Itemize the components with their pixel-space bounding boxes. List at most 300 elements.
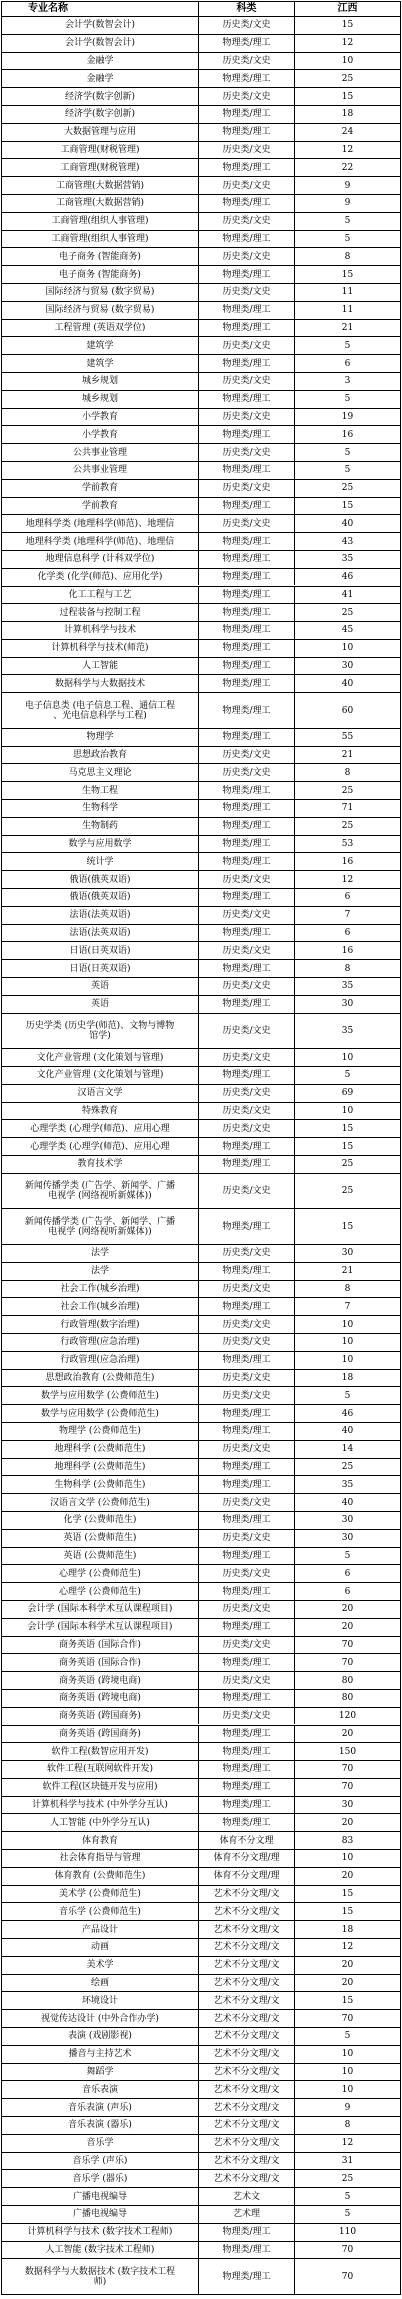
major-cell: 马克思主义理论 [68, 767, 132, 778]
major-cell: 动画 [90, 1942, 109, 1953]
count-cell: 10 [294, 1334, 400, 1351]
table-row [2, 1013, 400, 1049]
major-cell: 行政管理(应急治理) [60, 1337, 140, 1348]
header-major: 专业名称 [28, 3, 68, 14]
table-row [2, 1636, 400, 1654]
major-cell: 过程装备与控制工程 [59, 607, 141, 618]
table-row [2, 1511, 400, 1529]
major-cell: 公共事业管理 [72, 447, 127, 458]
count-cell: 21 [294, 1263, 400, 1280]
major-cell: 会计学 (国际本科学术互认课程项目) [27, 1622, 173, 1633]
count-cell: 20 [294, 1868, 400, 1885]
table-row [2, 425, 400, 443]
major-cell: 数学与应用数学 [68, 839, 132, 850]
major-cell: 英语 [90, 999, 109, 1010]
major-cell: 电子商务 (智能商务) [59, 269, 141, 280]
count-cell: 41 [294, 587, 400, 604]
count-cell: 53 [294, 836, 400, 853]
table-row [2, 2205, 400, 2223]
major-cell: 大数据管理与应用 [63, 127, 136, 138]
count-cell: 5 [294, 1548, 400, 1565]
major-cell: 思想政治教育 [72, 750, 127, 761]
major-cell: 生物科学 (公费师范生) [54, 1479, 146, 1490]
count-cell: 30 [294, 1512, 400, 1529]
table-row [2, 1760, 400, 1778]
major-cell: 化工工程与工艺 [68, 589, 132, 600]
count-cell: 5 [294, 2028, 400, 2045]
category-cell: 历史类/文史 [198, 1245, 294, 1262]
table-row [2, 977, 400, 995]
major-cell: 工商管理(组织人事管理) [51, 233, 149, 244]
table-row [2, 301, 400, 319]
count-cell: 35 [294, 1476, 400, 1493]
major-cell: 英语 (公费师范生) [63, 1533, 137, 1544]
category-cell: 历史类/文史 [198, 1565, 294, 1582]
major-cell: 绘画 [90, 1978, 109, 1989]
table-row [2, 1315, 400, 1333]
count-cell: 16 [294, 942, 400, 959]
count-cell: 15 [294, 266, 400, 283]
category-cell: 历史类/文史 [198, 978, 294, 995]
table-row [2, 1440, 400, 1458]
table-row [2, 194, 400, 212]
table-row [2, 212, 400, 230]
table-row [2, 2045, 400, 2063]
category-cell: 物理类/理工 [198, 587, 294, 604]
major-cell: 地理科学类 (地理科学(师范)、地理信 [25, 536, 175, 547]
table-row [2, 1796, 400, 1814]
major-cell: 工商管理(组织人事管理) [51, 216, 149, 227]
count-cell: 5 [294, 1387, 400, 1404]
category-cell: 历史类/文史 [198, 871, 294, 888]
major-cell: 文化产业管理 (文化策划与管理) [36, 1052, 164, 1063]
count-cell: 83 [294, 1832, 400, 1849]
category-cell: 体育不分文理/理 [198, 1850, 294, 1867]
count-cell: 30 [294, 1530, 400, 1547]
category-cell: 艺术不分文理/文 [198, 1903, 294, 1920]
table-row [2, 443, 400, 461]
major-cell: 会计学(数智会计) [64, 38, 136, 49]
category-cell: 物理类/理工 [198, 889, 294, 906]
table-row [2, 1422, 400, 1440]
count-cell: 46 [294, 1405, 400, 1422]
count-cell: 5 [294, 337, 400, 354]
count-cell: 9 [294, 2099, 400, 2116]
table-row [2, 1262, 400, 1280]
count-cell: 8 [294, 764, 400, 781]
major-cell: 新闻传播学类 (广告学、新闻学、广播 电视学 (网络视听新媒体)) [24, 1216, 176, 1237]
category-cell: 物理类/理工 [198, 159, 294, 176]
table-row [2, 1671, 400, 1689]
category-cell: 体育不分文理/理 [198, 1868, 294, 1885]
category-cell: 物理类/理工 [198, 782, 294, 799]
table-row [2, 319, 400, 337]
category-cell: 艺术不分文理/文 [198, 2153, 294, 2170]
major-cell: 人工智能 (数字技术工程师) [45, 2245, 155, 2255]
category-cell: 物理类/理工 [198, 1512, 294, 1529]
major-cell: 化学类 (化学(师范)、应用化学) [37, 572, 163, 583]
category-cell: 历史类/文史 [198, 248, 294, 265]
major-cell: 音乐表演 (器乐) [68, 2120, 132, 2131]
category-cell: 物理类/理工 [198, 533, 294, 550]
table-row [2, 1173, 400, 1209]
count-cell: 20 [294, 1975, 400, 1992]
table-row [2, 2063, 400, 2081]
table-row [2, 2116, 400, 2134]
major-cell: 教育技术学 [77, 1159, 123, 1170]
category-cell: 艺术不分文理/文 [198, 2117, 294, 2134]
count-cell: 8 [294, 248, 400, 265]
major-cell: 产品设计 [81, 1924, 118, 1935]
category-cell: 物理类/理工 [198, 1209, 294, 1244]
category-cell: 物理类/理工 [198, 853, 294, 870]
count-cell: 21 [294, 747, 400, 764]
major-cell: 法学 [90, 1248, 109, 1259]
category-cell: 物理类/理工 [198, 1423, 294, 1440]
table-row [2, 1102, 400, 1120]
table-row [2, 2009, 400, 2027]
category-cell: 物理类/理工 [198, 640, 294, 657]
major-cell: 商务英语 (跨境电商) [59, 1693, 141, 1704]
table-row [2, 550, 400, 568]
table-row [2, 2027, 400, 2045]
table-row [2, 799, 400, 817]
category-cell: 艺术不分文理/文 [198, 1886, 294, 1903]
category-cell: 艺术不分文理/文 [198, 1957, 294, 1974]
major-cell: 软件工程(区块链开发与应用) [42, 1782, 158, 1793]
major-cell: 文化产业管理 (文化策划与管理) [36, 1070, 164, 1081]
table-row [2, 461, 400, 479]
count-cell: 6 [294, 1583, 400, 1600]
count-cell: 5 [294, 444, 400, 461]
category-cell: 物理类/理工 [198, 1726, 294, 1743]
count-cell: 60 [294, 693, 400, 728]
table-row [2, 87, 400, 105]
major-cell: 音乐学 (声乐) [72, 2156, 128, 2167]
table-row [2, 1119, 400, 1137]
major-cell: 城乡规划 [81, 394, 118, 405]
table-row [2, 2187, 400, 2205]
count-cell: 7 [294, 1298, 400, 1315]
count-cell: 20 [294, 1957, 400, 1974]
count-cell: 35 [294, 1014, 400, 1049]
table-row [2, 1742, 400, 1760]
category-cell: 历史类/文史 [198, 213, 294, 230]
category-cell: 物理类/理工 [198, 2224, 294, 2241]
count-cell: 30 [294, 658, 400, 675]
count-cell: 69 [294, 1085, 400, 1102]
count-cell: 15 [294, 1992, 400, 2009]
count-cell: 5 [294, 231, 400, 248]
category-cell: 物理类/理工 [198, 2242, 294, 2259]
category-cell: 艺术理 [198, 2206, 294, 2223]
category-cell: 历史类/文史 [198, 1103, 294, 1120]
table-row [2, 1529, 400, 1547]
major-cell: 特殊教育 [81, 1106, 118, 1116]
major-cell: 物理学 [86, 732, 114, 743]
count-cell: 6 [294, 925, 400, 942]
major-cell: 数学与应用数学 (公费师范生) [41, 1408, 159, 1419]
count-cell: 21 [294, 320, 400, 337]
major-cell: 工程管理 (英语双学位) [54, 322, 146, 333]
category-cell: 物理类/理工 [198, 302, 294, 319]
table-row [2, 1404, 400, 1422]
table-row [2, 141, 400, 159]
category-cell: 艺术不分文理/文 [198, 1992, 294, 2009]
category-cell: 历史类/文史 [198, 142, 294, 159]
count-cell: 71 [294, 800, 400, 817]
major-cell: 商务英语 (国际合作) [59, 1639, 141, 1650]
category-cell: 艺术不分文理/文 [198, 2010, 294, 2027]
major-cell: 经济学(数字创新) [64, 91, 136, 102]
category-cell: 艺术不分文理/文 [198, 1975, 294, 1992]
category-cell: 历史类/文史 [198, 17, 294, 34]
category-cell: 物理类/理工 [198, 800, 294, 817]
count-cell: 20 [294, 1726, 400, 1743]
count-cell: 10 [294, 2064, 400, 2081]
major-cell: 舞蹈学 [86, 2067, 114, 2078]
category-cell: 艺术不分文理/文 [198, 2081, 294, 2098]
major-cell: 播音与主持艺术 [68, 2049, 132, 2060]
admission-table [1, 1, 401, 2295]
count-cell: 10 [294, 2046, 400, 2063]
category-cell: 物理类/理工 [198, 124, 294, 141]
count-cell: 30 [294, 1797, 400, 1814]
table-row [2, 2080, 400, 2098]
count-cell: 6 [294, 889, 400, 906]
category-cell: 物理类/理工 [198, 658, 294, 675]
table-row [2, 2258, 400, 2294]
table-row [2, 639, 400, 657]
category-cell: 物理类/理工 [198, 996, 294, 1013]
category-cell: 艺术不分文理/文 [198, 2064, 294, 2081]
category-cell: 物理类/理工 [198, 1476, 294, 1493]
category-cell: 物理类/理工 [198, 426, 294, 443]
count-cell: 40 [294, 1494, 400, 1511]
major-cell: 法语(法英双语) [69, 928, 131, 939]
major-cell: 计算机科学与技术 (中外学分互认) [32, 1800, 168, 1811]
count-cell: 12 [294, 35, 400, 52]
count-cell: 55 [294, 729, 400, 746]
table-row [2, 247, 400, 265]
table-row [2, 1475, 400, 1493]
table-row [2, 372, 400, 390]
major-cell: 数据科学与大数据技术 (数字技术工程 师) [24, 2266, 176, 2287]
category-cell: 物理类/理工 [198, 729, 294, 746]
count-cell: 11 [294, 284, 400, 301]
count-cell: 70 [294, 1761, 400, 1778]
category-cell: 历史类/文史 [198, 1637, 294, 1654]
major-cell: 工商管理(大数据营销) [55, 198, 145, 209]
major-cell: 经济学(数字创新) [64, 109, 136, 120]
major-cell: 表演 (戏剧影视) [68, 2031, 132, 2042]
count-cell: 70 [294, 1779, 400, 1796]
major-cell: 学前教育 [81, 483, 118, 494]
count-cell: 45 [294, 622, 400, 639]
major-cell: 音乐学 [86, 2138, 114, 2149]
table-row [2, 781, 400, 799]
table-row [2, 888, 400, 906]
category-cell: 艺术不分文理/文 [198, 1939, 294, 1956]
count-cell: 15 [294, 1138, 400, 1155]
category-cell: 物理类/理工 [198, 1298, 294, 1315]
category-cell: 历史类/文史 [198, 53, 294, 70]
major-cell: 国际经济与贸易 (数字贸易) [45, 305, 155, 316]
count-cell: 18 [294, 106, 400, 123]
category-cell: 艺术不分文理/文 [198, 2170, 294, 2187]
category-cell: 物理类/理工 [198, 960, 294, 977]
table-row [2, 1333, 400, 1351]
major-cell: 美术学 [86, 1960, 114, 1971]
major-cell: 广播电视编导 [72, 2209, 127, 2220]
table-row [2, 34, 400, 52]
header-region: 江西 [294, 2, 400, 16]
major-cell: 小学教育 [81, 411, 118, 422]
count-cell: 70 [294, 2259, 400, 2294]
count-cell: 20 [294, 1601, 400, 1618]
category-cell: 艺术不分文理/文 [198, 2135, 294, 2152]
table-row [2, 746, 400, 764]
table-row [2, 1938, 400, 1956]
count-cell: 9 [294, 177, 400, 194]
major-cell: 物理学 (公费师范生) [59, 1426, 141, 1437]
major-cell: 历史学类 (历史学(师范)、文物与博物 馆学) [25, 1020, 175, 1041]
table-row [2, 621, 400, 639]
table-row [2, 390, 400, 408]
table-row [2, 532, 400, 550]
table-row [2, 2152, 400, 2170]
count-cell: 40 [294, 515, 400, 532]
major-cell: 俄语(俄英双语) [69, 874, 131, 885]
table-row [2, 1653, 400, 1671]
table-row [2, 1618, 400, 1636]
count-cell: 8 [294, 1281, 400, 1298]
category-cell: 历史类/文史 [198, 409, 294, 426]
category-cell: 物理类/理工 [198, 675, 294, 692]
category-cell: 物理类/理工 [198, 551, 294, 568]
table-row [2, 959, 400, 977]
major-cell: 行政管理(应急治理) [60, 1355, 140, 1366]
major-cell: 数学与应用数学 (公费师范生) [41, 1390, 159, 1401]
table-row [2, 1707, 400, 1725]
count-cell: 35 [294, 551, 400, 568]
category-cell: 物理类/理工 [198, 693, 294, 728]
table-row [2, 657, 400, 675]
count-cell: 30 [294, 996, 400, 1013]
category-cell: 艺术文 [198, 2188, 294, 2205]
category-cell: 历史类/文史 [198, 284, 294, 301]
major-cell: 数据科学与大数据技术 [54, 678, 145, 689]
table-row [2, 1974, 400, 1992]
table-row [2, 1137, 400, 1155]
category-cell: 历史类/文史 [198, 764, 294, 781]
major-cell: 计算机科学与技术 [63, 625, 136, 636]
count-cell: 24 [294, 124, 400, 141]
table-row [2, 336, 400, 354]
category-cell: 物理类/理工 [198, 1814, 294, 1831]
category-cell: 历史类/文史 [198, 1316, 294, 1333]
category-cell: 物理类/理工 [198, 106, 294, 123]
category-cell: 历史类/文史 [198, 1672, 294, 1689]
table-row [2, 1689, 400, 1707]
table-row [2, 16, 400, 34]
major-cell: 地理信息科学 (计科双学位) [45, 554, 155, 565]
count-cell: 10 [294, 640, 400, 657]
major-cell: 音乐表演 [81, 2084, 118, 2095]
count-cell: 46 [294, 569, 400, 586]
count-cell: 31 [294, 2153, 400, 2170]
major-cell: 心理学 (公费师范生) [59, 1568, 141, 1579]
table-row [2, 283, 400, 301]
category-cell: 物理类/理工 [198, 1797, 294, 1814]
count-cell: 18 [294, 1370, 400, 1387]
category-cell: 物理类/理工 [198, 604, 294, 621]
major-cell: 社会体育指导与管理 [59, 1853, 141, 1864]
table-row [2, 514, 400, 532]
category-cell: 历史类/文史 [198, 480, 294, 497]
category-cell: 物理类/理工 [198, 1654, 294, 1671]
category-cell: 物理类/理工 [198, 1761, 294, 1778]
table-row [2, 123, 400, 141]
table-row [2, 497, 400, 515]
table-row [2, 1458, 400, 1476]
category-cell: 历史类/文史 [198, 1494, 294, 1511]
major-cell: 城乡规划 [81, 376, 118, 387]
table-row [2, 1386, 400, 1404]
count-cell: 8 [294, 2117, 400, 2134]
table-row [2, 674, 400, 692]
category-cell: 艺术不分文理/文 [198, 2046, 294, 2063]
major-cell: 心理学类 (心理学(师范)、应用心理 [30, 1123, 170, 1134]
major-cell: 美术学 (公费师范生) [59, 1889, 141, 1900]
major-cell: 视觉传达设计 (中外合作办学) [41, 2013, 159, 2024]
count-cell: 43 [294, 533, 400, 550]
table-row [2, 230, 400, 248]
category-cell: 物理类/理工 [198, 35, 294, 52]
category-cell: 历史类/文史 [198, 747, 294, 764]
table-row [2, 906, 400, 924]
count-cell: 10 [294, 2081, 400, 2098]
table-row [2, 852, 400, 870]
major-cell: 生物科学 [81, 803, 118, 814]
count-cell: 25 [294, 604, 400, 621]
table-row [2, 105, 400, 123]
major-cell: 国际经济与贸易 (数字贸易) [45, 287, 155, 298]
category-cell: 历史类/文史 [198, 515, 294, 532]
category-cell: 历史类/文史 [198, 373, 294, 390]
table-row [2, 1867, 400, 1885]
category-cell: 物理类/理工 [198, 1067, 294, 1084]
table-row [2, 1725, 400, 1743]
major-cell: 音乐学 (器乐) [72, 2173, 128, 2184]
category-cell: 物理类/理工 [198, 925, 294, 942]
category-cell: 物理类/理工 [198, 1405, 294, 1422]
major-cell: 地理科学类 (地理科学(师范)、地理信 [25, 518, 175, 529]
major-cell: 体育教育 (公费师范生) [54, 1871, 146, 1882]
major-cell: 金融学 [86, 73, 114, 84]
count-cell: 70 [294, 1637, 400, 1654]
category-cell: 历史类/文史 [198, 1530, 294, 1547]
major-cell: 会计学(数智会计) [64, 20, 136, 31]
major-cell: 俄语(俄英双语) [69, 892, 131, 903]
count-cell: 12 [294, 1939, 400, 1956]
major-cell: 英语 (公费师范生) [63, 1550, 137, 1561]
category-cell: 历史类/文史 [198, 1174, 294, 1209]
table-row [2, 1066, 400, 1084]
count-cell: 5 [294, 2188, 400, 2205]
major-cell: 社会工作(城乡治理) [60, 1301, 140, 1312]
count-cell: 25 [294, 480, 400, 497]
